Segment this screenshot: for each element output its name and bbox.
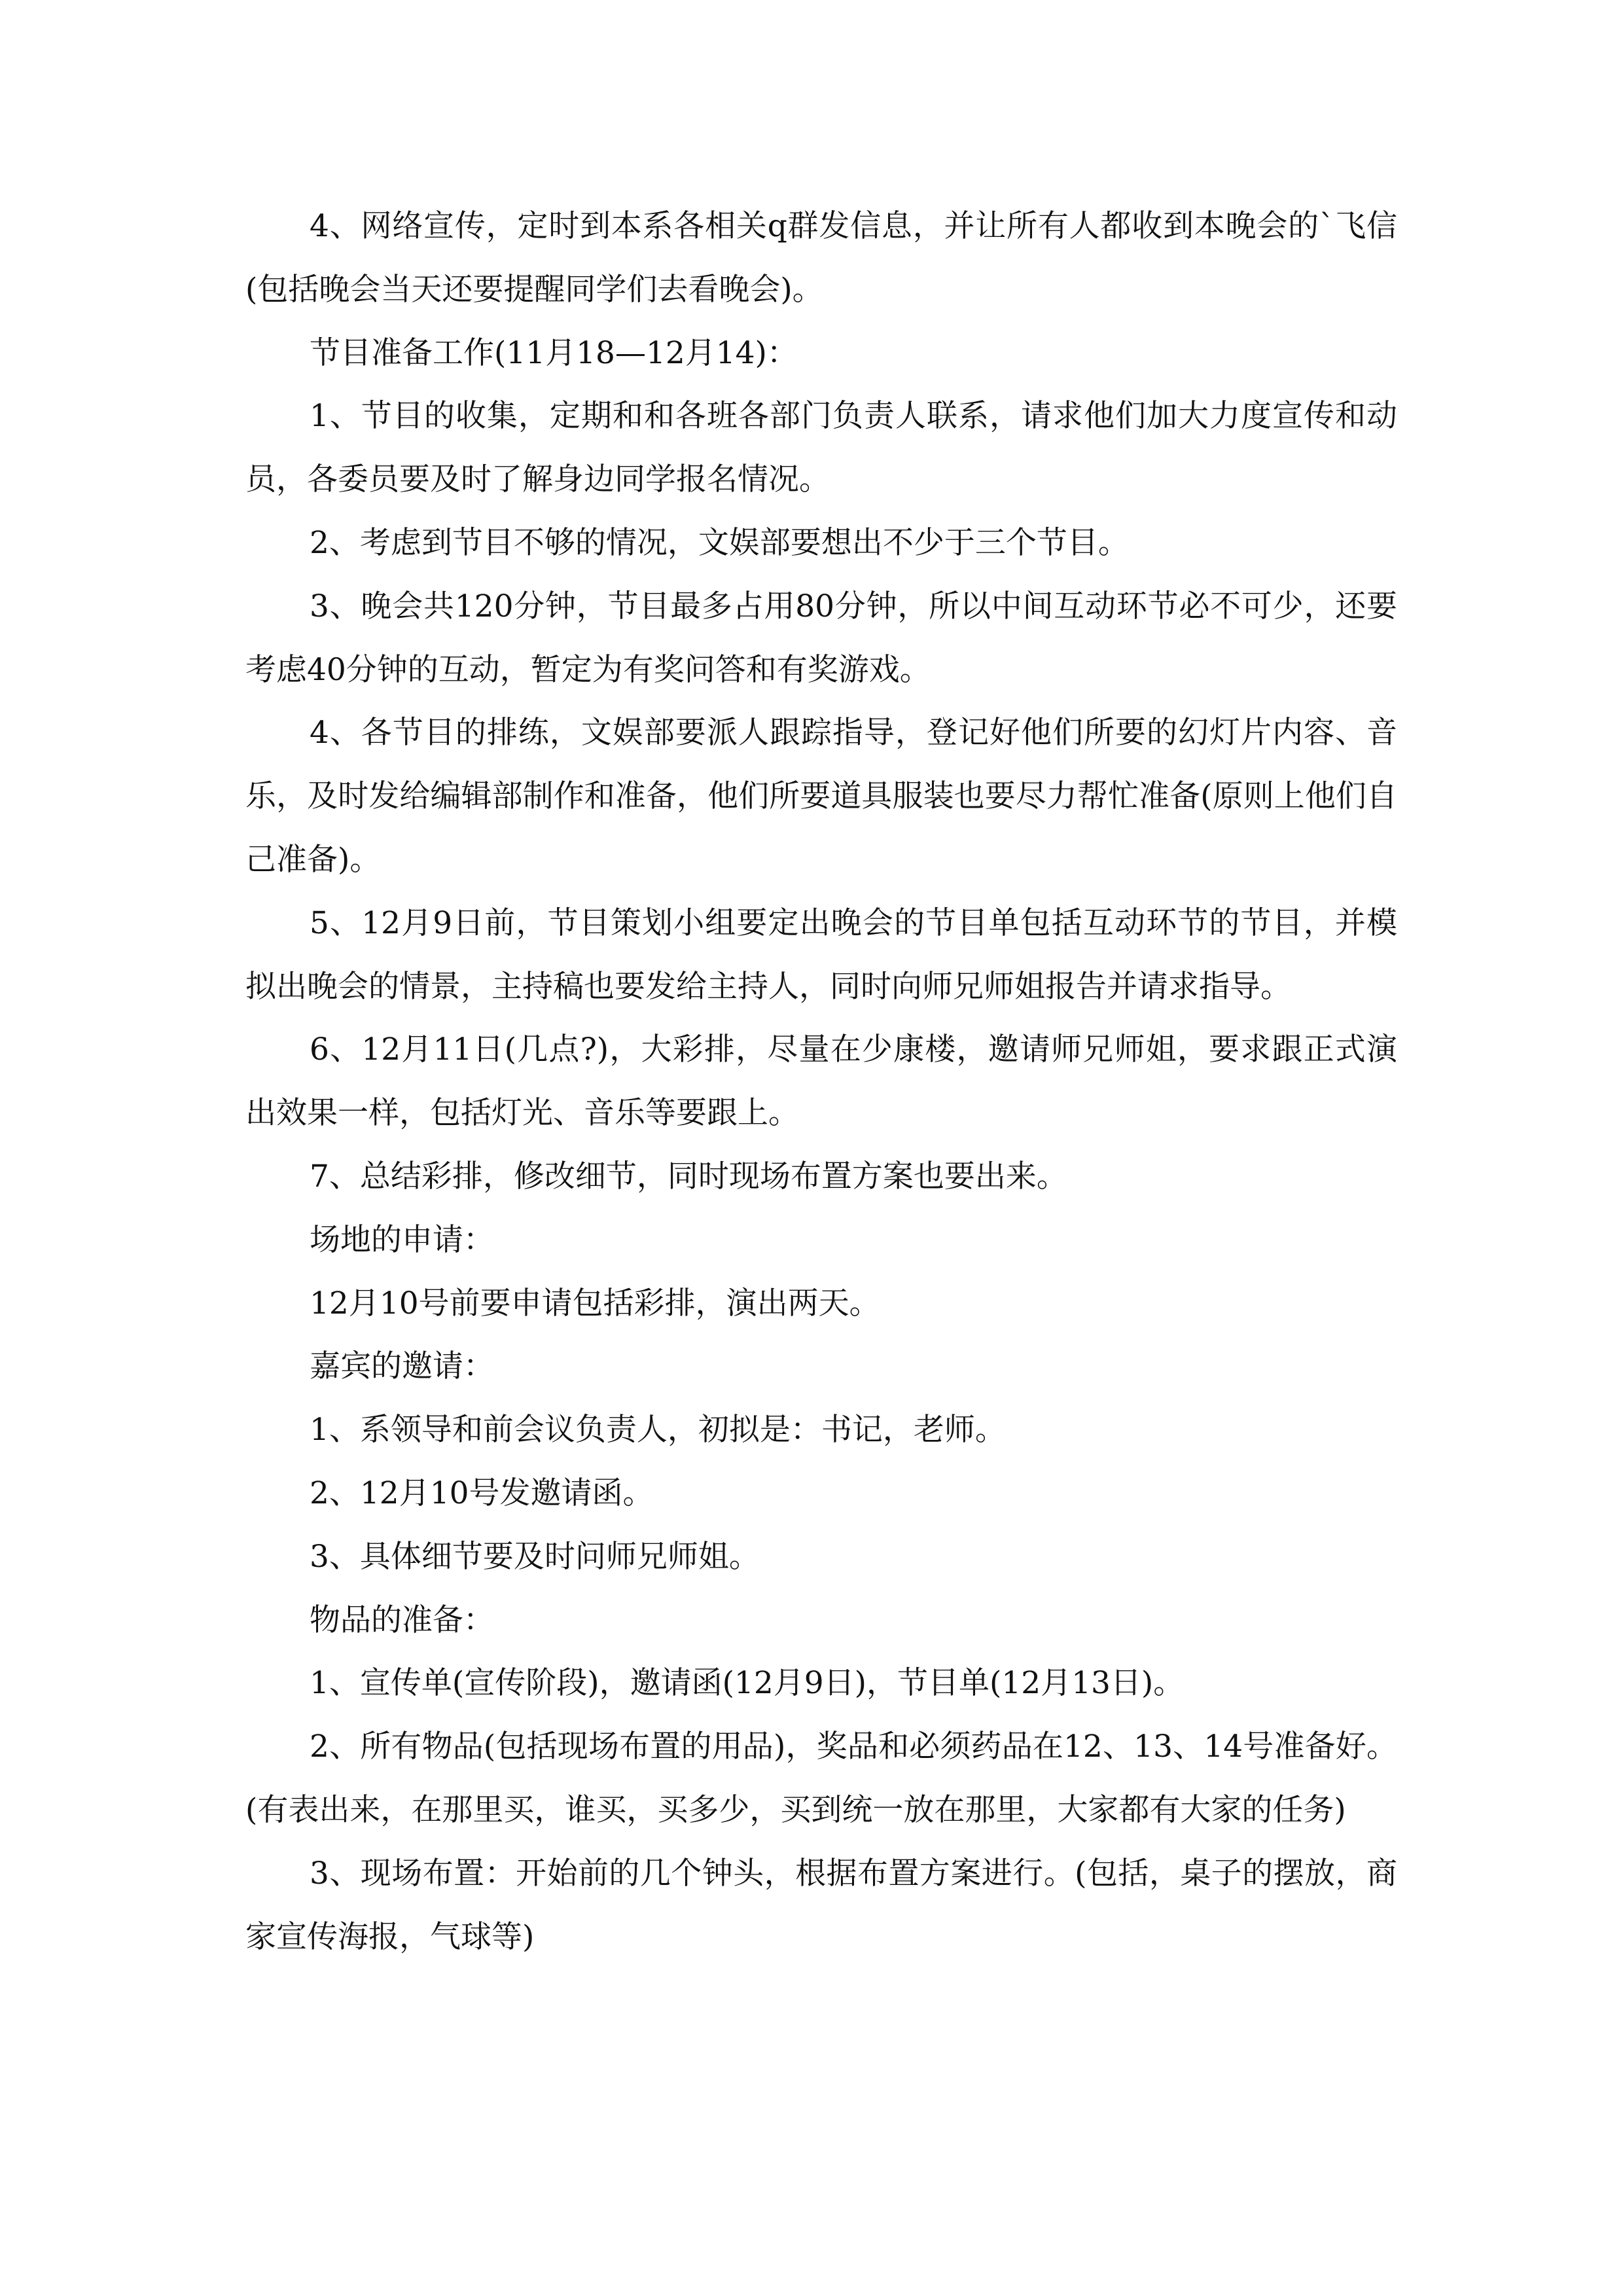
paragraph-text: 物品的准备： bbox=[310, 1602, 494, 1638]
paragraph-text: 6、12月11日(几点?)，大彩排，尽量在少康楼，邀请师兄师姐，要求跟正式演出效果一样，包括灯光、音乐等要跟上。 bbox=[245, 1031, 1397, 1132]
paragraph-text: 2、所有物品(包括现场布置的用品)，奖品和必须药品在12、13、14号准备好。(有表出来，在那里买，谁买，买多少，买到统一放在那里，大家都有大家的任务) bbox=[245, 1729, 1397, 1828]
heading-program-preparation bbox=[245, 322, 1397, 386]
paragraph-venue-setup bbox=[245, 1842, 1397, 1969]
paragraph-program-collection bbox=[245, 385, 1397, 512]
paragraph-gala-duration bbox=[245, 575, 1397, 702]
paragraph-program-shortage bbox=[245, 512, 1397, 575]
heading-venue-application bbox=[245, 1209, 1397, 1272]
paragraph-text: 3、现场布置：开始前的几个钟头，根据布置方案进行。(包括，桌子的摆放，商家宣传海报，气球等) bbox=[245, 1855, 1397, 1955]
paragraph-rehearsals bbox=[245, 702, 1397, 891]
paragraph-text: 嘉宾的邀请： bbox=[310, 1348, 494, 1385]
paragraph-text: 3、具体细节要及时问师兄师姐。 bbox=[310, 1538, 760, 1575]
paragraph-text: 节目准备工作(11月18—12月14)： bbox=[310, 334, 798, 371]
paragraph-all-supplies bbox=[245, 1715, 1397, 1842]
paragraph-text: 3、晚会共120分钟，节目最多占用80分钟，所以中间互动环节必不可少，还要考虑40分钟的互动，暂定为有奖问答和有奖游戏。 bbox=[245, 588, 1397, 688]
heading-guest-invitation bbox=[245, 1335, 1397, 1399]
paragraph-text: 4、网络宣传，定时到本系各相关q群发信息，并让所有人都收到本晚会的`飞信(包括晚会当天还要提醒同学们去看晚会)。 bbox=[245, 208, 1397, 308]
paragraph-text: 2、12月10号发邀请函。 bbox=[310, 1475, 654, 1511]
heading-supplies-preparation bbox=[245, 1589, 1397, 1653]
paragraph-text: 2、考虑到节目不够的情况，文娱部要想出不少于三个节目。 bbox=[310, 524, 1129, 561]
paragraph-guest-leaders bbox=[245, 1399, 1397, 1462]
paragraph-text: 4、各节目的排练，文娱部要派人跟踪指导，登记好他们所要的幻灯片内容、音乐，及时发给编辑部制作和准备，他们所要道具服装也要尽力帮忙准备(原则上他们自己准备)。 bbox=[245, 715, 1397, 878]
paragraph-invitation-details bbox=[245, 1526, 1397, 1589]
paragraph-text: 5、12月9日前，节目策划小组要定出晚会的节目单包括互动环节的节目，并模拟出晚会的情景，主持稿也要发给主持人，同时向师兄师姐报告并请求指导。 bbox=[245, 905, 1397, 1005]
paragraph-program-list bbox=[245, 892, 1397, 1019]
document-body bbox=[245, 195, 1397, 1969]
paragraph-printed-materials bbox=[245, 1652, 1397, 1715]
paragraph-text: 1、宣传单(宣传阶段)，邀请函(12月9日)，节目单(12月13日)。 bbox=[310, 1665, 1185, 1702]
paragraph-venue-application bbox=[245, 1272, 1397, 1336]
paragraph-network-publicity bbox=[245, 195, 1397, 322]
paragraph-text: 1、系领导和前会议负责人，初拟是：书记，老师。 bbox=[310, 1412, 1006, 1448]
paragraph-text: 12月10号前要申请包括彩排，演出两天。 bbox=[310, 1285, 880, 1321]
paragraph-text: 1、节目的收集，定期和和各班各部门负责人联系，请求他们加大力度宣传和动员，各委员要及时了解身边同学报名情况。 bbox=[245, 398, 1397, 498]
paragraph-text: 7、总结彩排，修改细节，同时现场布置方案也要出来。 bbox=[310, 1158, 1067, 1194]
paragraph-invitation-date bbox=[245, 1462, 1397, 1526]
paragraph-text: 场地的申请： bbox=[310, 1221, 494, 1258]
paragraph-rehearsal-summary bbox=[245, 1145, 1397, 1209]
paragraph-dress-rehearsal bbox=[245, 1018, 1397, 1145]
